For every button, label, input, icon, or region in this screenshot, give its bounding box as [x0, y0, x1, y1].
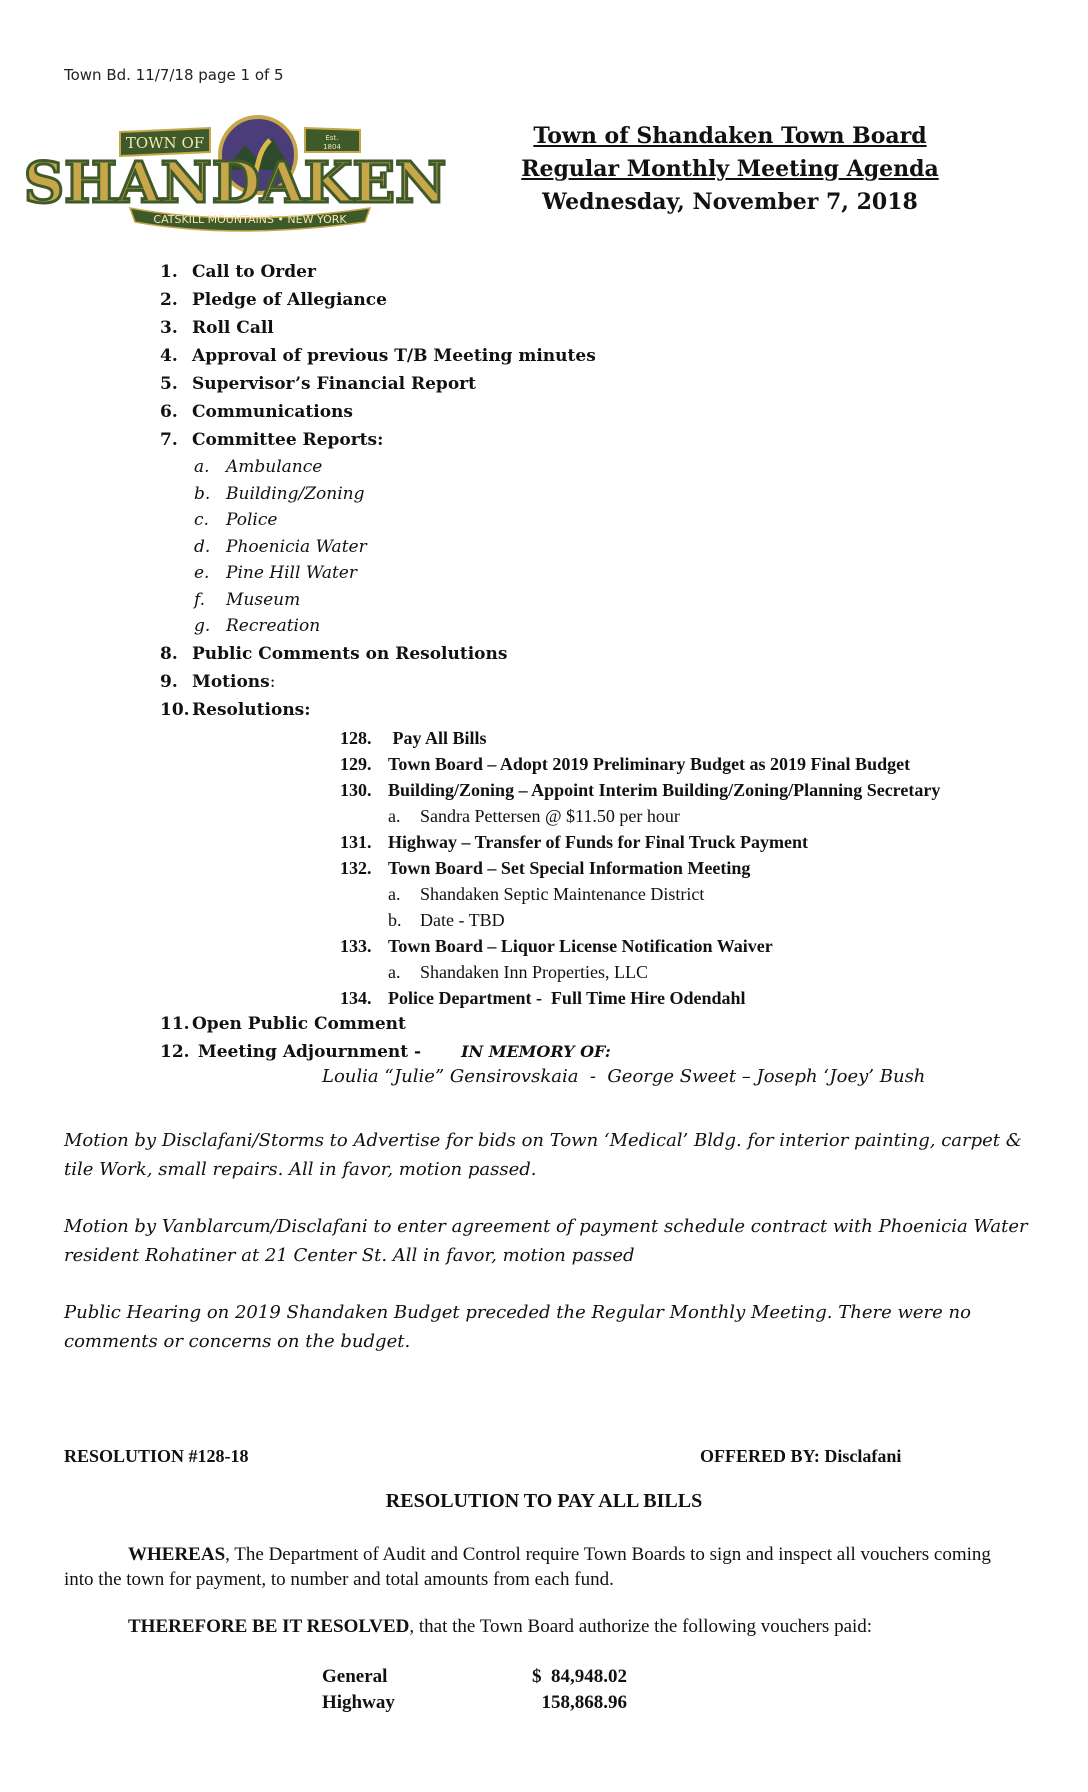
resolution-subitem: a. Sandra Pettersen @ $11.50 per hour: [388, 806, 680, 826]
committee-report-item: e. Pine Hill Water: [194, 563, 357, 583]
resolution-title: RESOLUTION TO PAY ALL BILLS: [385, 1490, 703, 1512]
title-line-1: Town of Shandaken Town Board: [533, 123, 927, 149]
resolution-item: 130. Building/Zoning – Appoint Interim Building/Zoning/Planning Secretary: [340, 780, 941, 800]
public-hearing-note: Public Hearing on 2019 Shandaken Budget preceded the Regular Monthly Meeting. There were no comments or concerns on the budget.: [64, 1302, 971, 1352]
agenda-item: 11. Open Public Comment: [160, 1014, 406, 1034]
resolution-item: 131. Highway – Transfer of Funds for Final Truck Payment: [340, 832, 809, 852]
agenda-item: 8. Public Comments on Resolutions: [160, 643, 508, 664]
voucher-funds: [322, 1664, 627, 1716]
whereas-paragraph: WHEREAS, The Department of Audit and Control require Town Boards to sign and inspect all vouchers coming into the town for payment, to number and total amounts from each fund.: [64, 1544, 991, 1590]
committee-report-item: d. Phoenicia Water: [194, 536, 367, 557]
title-date: Wednesday, November 7, 2018: [542, 189, 918, 215]
memorial-names: Loulia “Julie” Gensirovskaia - George Sweet – Joseph ‘Joey’ Bush: [322, 1066, 926, 1087]
resolution-number: RESOLUTION #128-18: [64, 1446, 249, 1466]
resolution-item: 132. Town Board – Set Special Information Meeting: [340, 858, 751, 878]
logo-tagline: CATSKILL MOUNTAINS • NEW YORK: [153, 213, 347, 226]
svg-text:Est.: Est.: [325, 134, 339, 142]
fund-row: Highway 158,868.96: [322, 1692, 627, 1713]
logo-wordmark: SHANDAKEN: [23, 150, 447, 216]
agenda-item: 9. Motions :: [160, 671, 276, 692]
svg-text:1804: 1804: [323, 143, 341, 151]
logo-town-of: TOWN OF: [125, 134, 205, 152]
agenda-item: 12. Meeting Adjournment - IN MEMORY OF:: [160, 1038, 1020, 1066]
in-memory-label: IN MEMORY OF:: [461, 1042, 611, 1061]
title-line-2: Regular Monthly Meeting Agenda: [521, 156, 939, 182]
resolution-item: 134. Police Department - Full Time Hire Odendahl: [340, 988, 746, 1008]
therefore-paragraph: THEREFORE BE IT RESOLVED, that the Town Board authorize the following vouchers paid:: [128, 1616, 873, 1637]
motion-paragraph: Motion by Disclafani/Storms to Advertise for bids on Town ‘Medical’ Bldg. for interior painting, carpet & tile Work, small repairs. All in favor, motion passed.: [64, 1130, 1022, 1180]
committee-report-item: c. Police: [194, 510, 278, 530]
town-logo: [23, 110, 447, 240]
committee-report-item: a. Ambulance: [194, 457, 323, 477]
agenda-item: 6. Communications: [160, 402, 353, 422]
agenda-tail: [160, 1010, 1020, 1066]
committee-report-item: b. Building/Zoning: [194, 483, 365, 504]
agenda-item: 2. Pledge of Allegiance: [160, 290, 387, 310]
agenda-item: 4. Approval of previous T/B Meeting minutes: [160, 346, 596, 366]
agenda-list: [160, 258, 1020, 724]
fund-row: General $ 84,948.02: [322, 1666, 627, 1687]
resolution-item: 128. Pay All Bills: [340, 728, 487, 748]
resolution-subitem: b. Date - TBD: [388, 910, 505, 930]
agenda-title-block: [520, 120, 940, 219]
resolutions-list: [340, 725, 1060, 1011]
resolution-subitem: a. Shandaken Septic Maintenance District: [388, 884, 705, 904]
committee-report-item: g. Recreation: [194, 616, 321, 636]
committee-report-item: f. Museum: [194, 589, 301, 610]
resolution-item: 133. Town Board – Liquor License Notification Waiver: [340, 936, 773, 956]
agenda-item: 3. Roll Call: [160, 318, 274, 338]
resolution-item: 129. Town Board – Adopt 2019 Preliminary Budget as 2019 Final Budget: [340, 754, 911, 774]
motion-paragraph: Motion by Vanblarcum/Disclafani to enter agreement of payment schedule contract with Phoenicia Water resident Rohatiner at 21 Center St. All in favor, motion passed: [64, 1216, 1028, 1266]
offered-by: OFFERED BY: Disclafani: [700, 1446, 902, 1466]
agenda-item: 1. Call to Order: [160, 262, 316, 282]
agenda-item: 10. Resolutions:: [160, 699, 311, 720]
agenda-item: 5. Supervisor’s Financial Report: [160, 374, 476, 394]
page-header: Town Bd. 11/7/18 page 1 of 5: [64, 66, 284, 84]
agenda-item: 7. Committee Reports:: [160, 430, 384, 450]
resolution-subitem: a. Shandaken Inn Properties, LLC: [388, 962, 648, 982]
